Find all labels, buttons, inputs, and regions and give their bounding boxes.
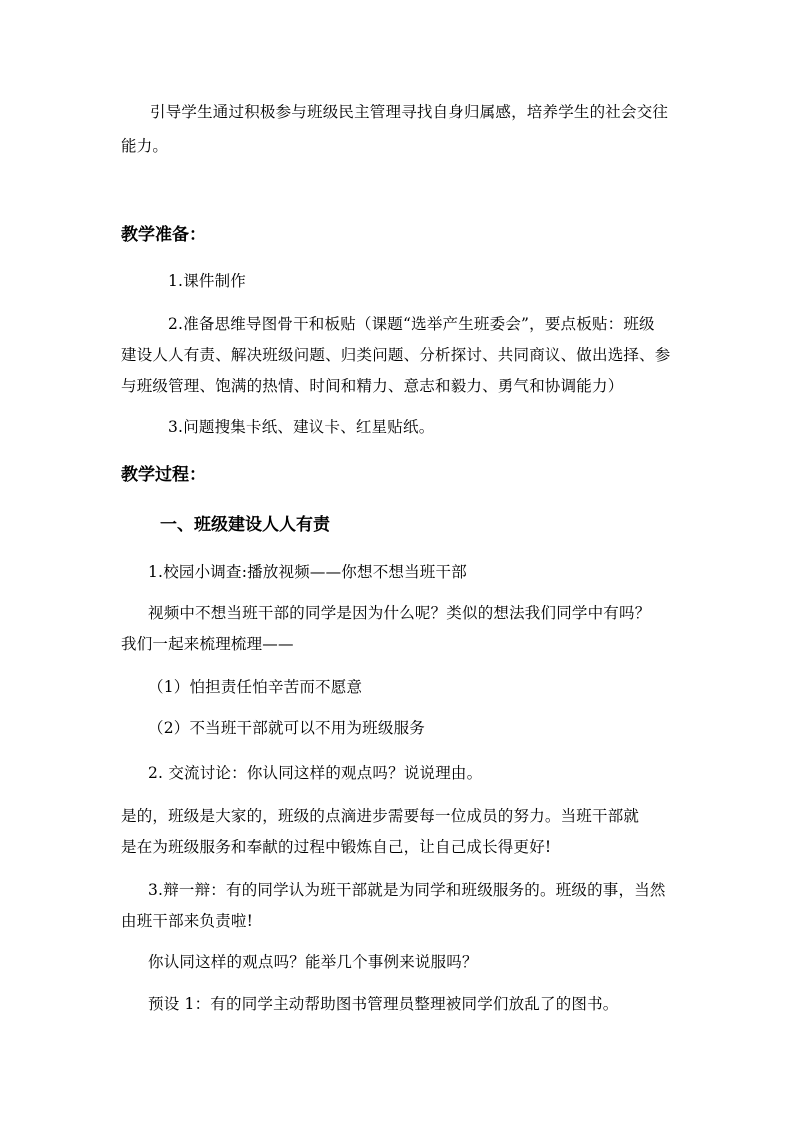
paragraph-video-question-line-2: 我们一起来梳理梳理—— xyxy=(121,635,294,653)
paragraph-preset-1: 预设 1：有的同学主动帮助图书管理员整理被同学们放乱了的图书。 xyxy=(148,995,619,1013)
intro-line-2: 能力。 xyxy=(121,137,169,155)
preparation-item-2-line-2: 建设人人有责、解决班级问题、归类问题、分析探讨、共同商议、做出选择、参 xyxy=(121,346,671,364)
preparation-heading: 教学准备： xyxy=(121,225,206,245)
preparation-item-1: 1.课件制作 xyxy=(168,272,246,290)
paragraph-debate-line-2: 由班干部来负责啦! xyxy=(121,912,254,930)
paragraph-question: 你认同这样的观点吗？能举几个事例来说服吗？ xyxy=(148,953,478,971)
paragraph-video-question-line-1: 视频中不想当班干部的同学是因为什么呢？类似的想法我们同学中有吗？ xyxy=(148,604,651,622)
paragraph-answer-line-2: 是在为班级服务和奉献的过程中锻炼自己，让自己成长得更好! xyxy=(121,838,552,856)
paragraph-answer-line-1: 是的，班级是大家的，班级的点滴进步需要每一位成员的努力。当班干部就 xyxy=(121,807,640,825)
section-1-title: 一、班级建设人人有责 xyxy=(160,515,330,535)
preparation-item-3: 3.问题搜集卡纸、建议卡、红星贴纸。 xyxy=(168,418,435,436)
preparation-item-2-line-3: 与班级管理、饱满的热情、时间和精力、意志和毅力、勇气和协调能力） xyxy=(121,377,624,395)
paragraph-survey: 1.校园小调查:播放视频——你想不想当班干部 xyxy=(148,563,467,581)
paragraph-debate-line-1: 3.辩一辩：有的同学认为班干部就是为同学和班级服务的。班级的事，当然 xyxy=(148,881,666,899)
paragraph-reason-1: （1）怕担责任怕辛苦而不愿意 xyxy=(148,678,363,696)
preparation-item-2-line-1: 2.准备思维导图骨干和板贴（课题“选举产生班委会”，要点板贴：班级 xyxy=(168,315,655,333)
process-heading: 教学过程： xyxy=(121,465,206,485)
paragraph-reason-2: （2）不当班干部就可以不用为班级服务 xyxy=(148,719,425,737)
intro-line-1: 引导学生通过积极参与班级民主管理寻找自身归属感，培养学生的社会交往 xyxy=(150,103,669,121)
paragraph-discussion: 2. 交流讨论：你认同这样的观点吗？说说理由。 xyxy=(148,764,483,782)
